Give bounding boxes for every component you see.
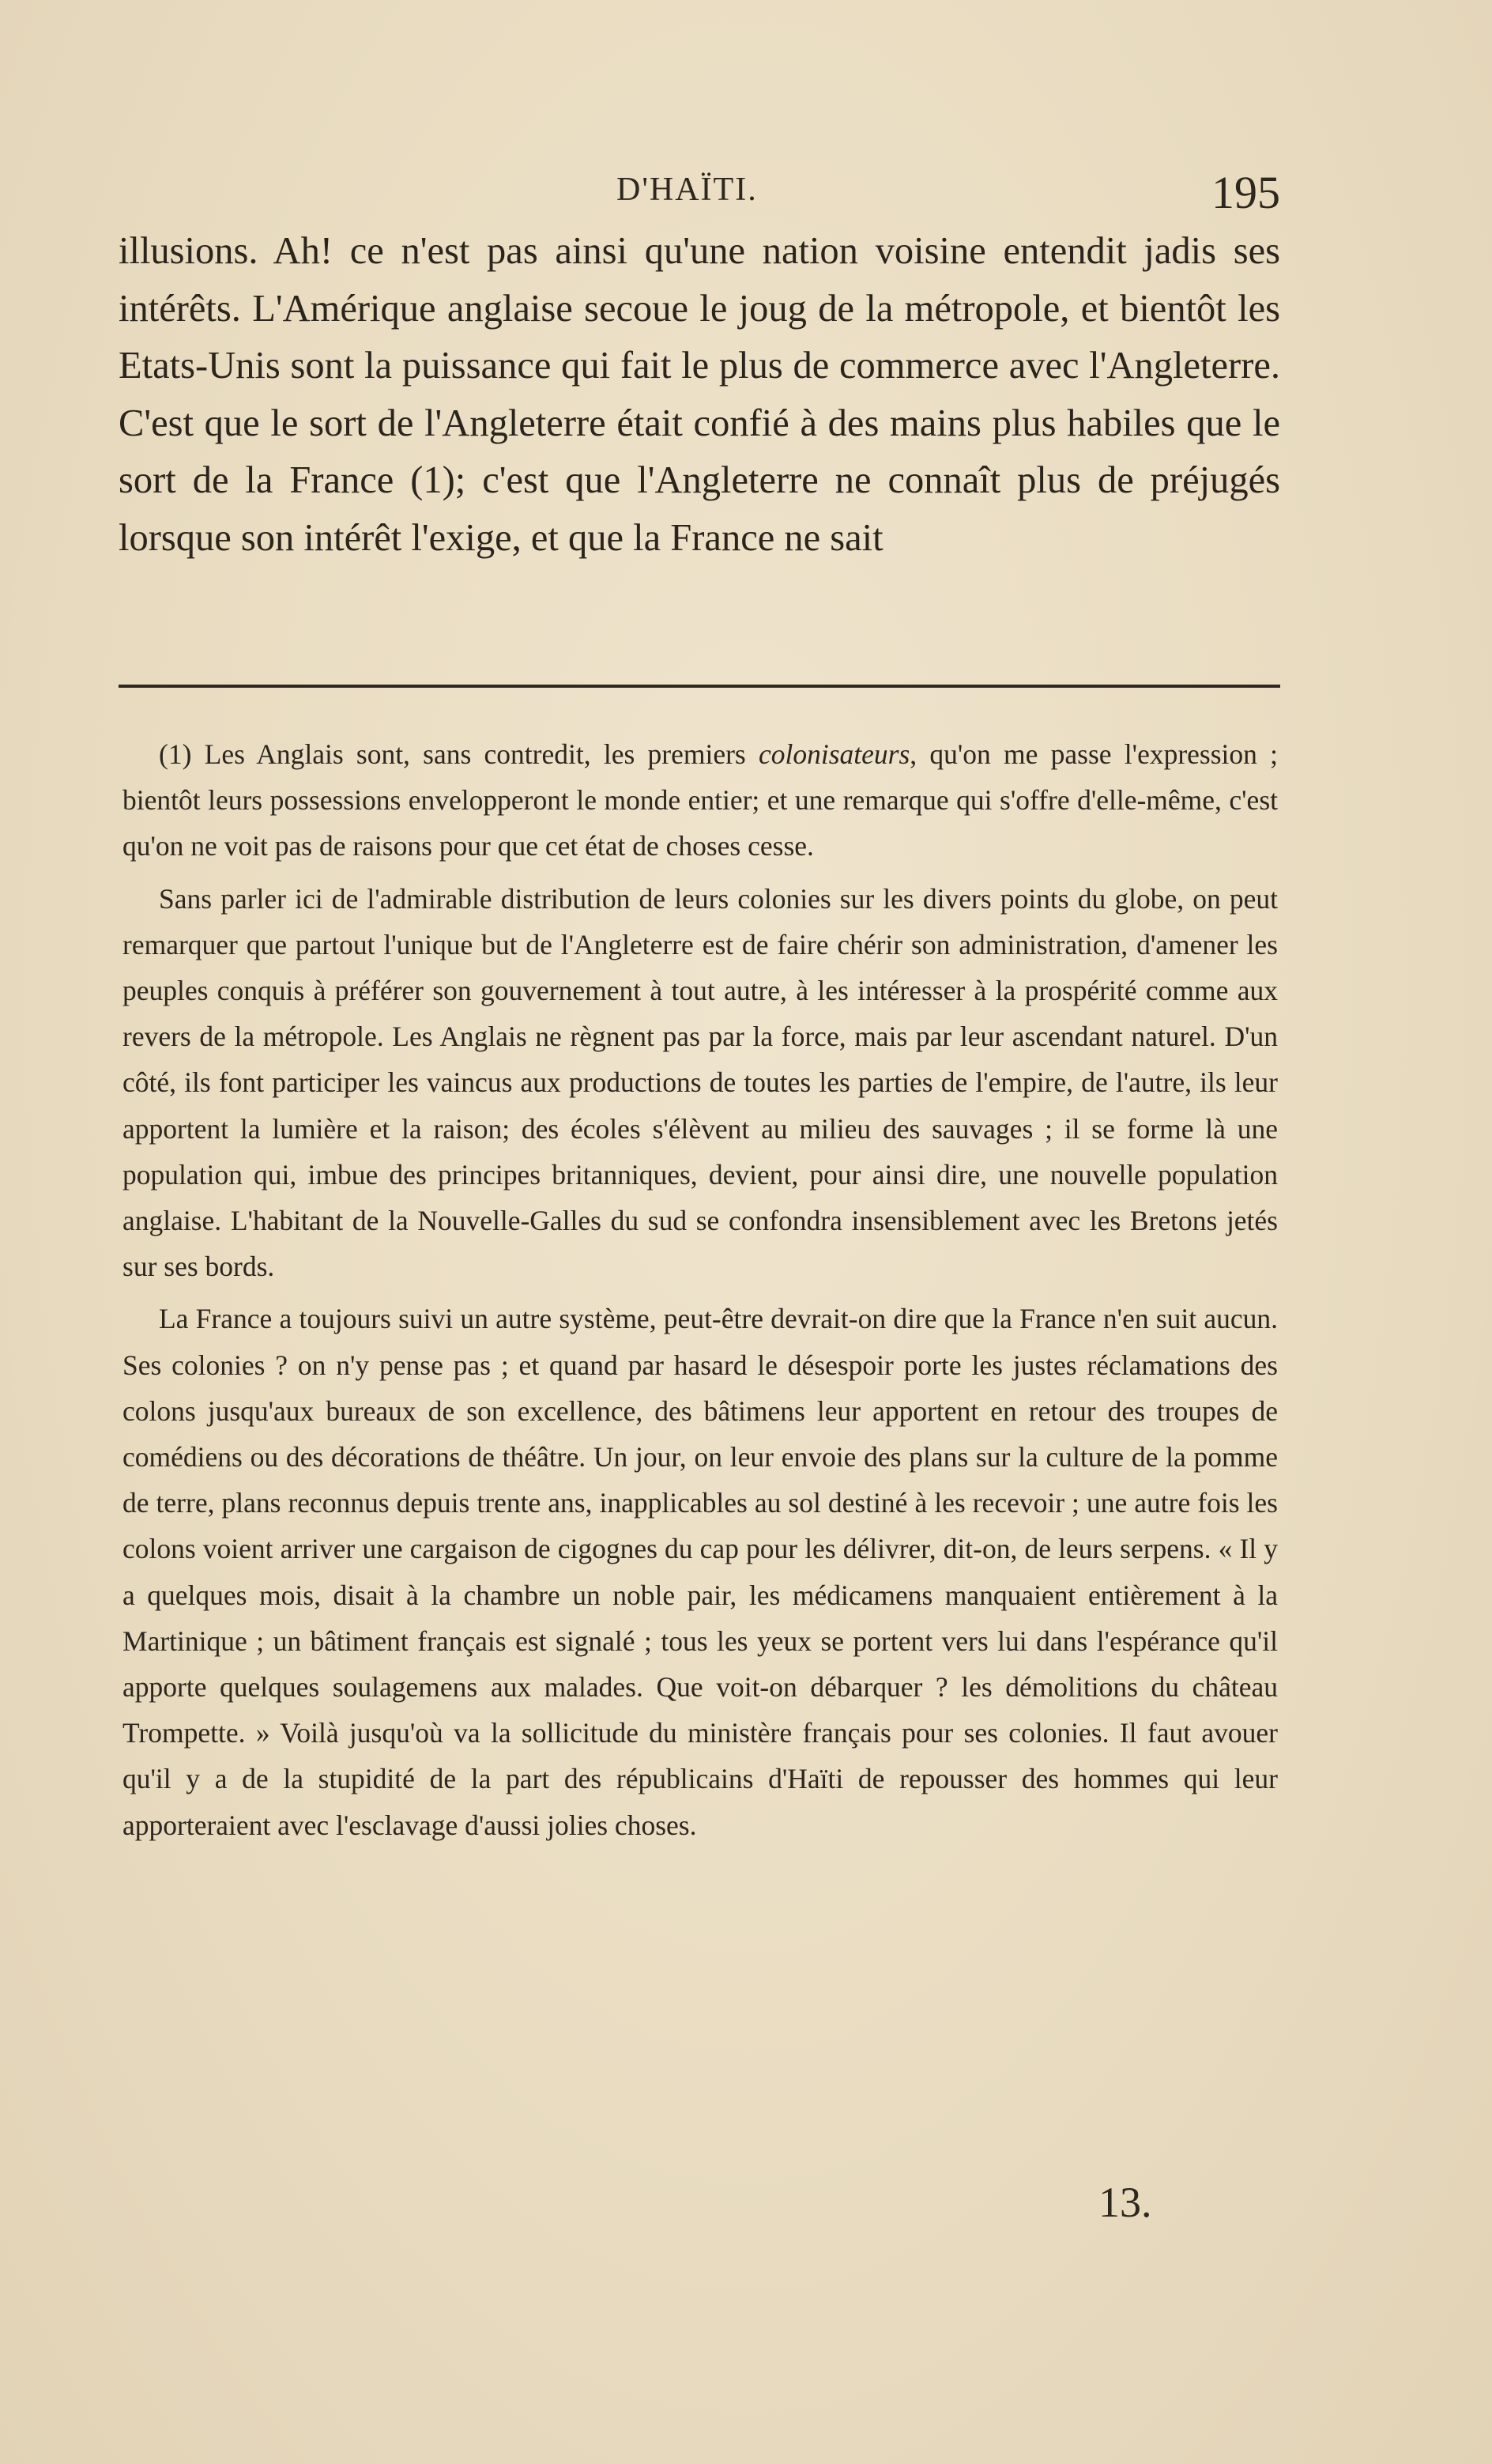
footnote bbox=[122, 731, 1278, 1848]
footnote-paragraph-2: Sans parler ici de l'admirable distribution de leurs colonies sur les divers points du globe, on peut remarquer que partout l'unique but de l'Angleterre est de faire chérir son administration, d'amener les peuples conquis à préférer son gouvernement à tout autre, à les intéresser à la prospérité comme aux revers de la métropole. Les Anglais ne règnent pas par la force, mais par leur ascendant naturel. D'un côté, ils font participer les vaincus aux productions de toutes les parties de l'empire, de l'autre, ils leur apportent la lumière et la raison; des écoles s'élèvent au milieu des sauvages ; il se forme là une population qui, imbue des principes britanniques, devient, pour ainsi dire, une nouvelle population anglaise. L'habitant de la Nouvelle-Galles du sud se confondra insensiblement avec les Bretons jetés sur ses bords. bbox=[122, 882, 1278, 1283]
main-paragraph: illusions. Ah! ce n'est pas ainsi qu'une nation voisine entendit jadis ses intérêts. L'Amérique anglaise secoue le joug de la métropole, et bientôt les Etats-Unis sont la puissance qui fait le plus de commerce avec l'Angleterre. C'est que le sort de l'Angleterre était confié à des mains plus habiles que le sort de la France (1); c'est que l'Angleterre ne connaît plus de préjugés lorsque son intérêt l'exige, et que la France ne sait bbox=[119, 230, 1280, 559]
footnote-italic-term: colonisateurs bbox=[758, 738, 910, 770]
running-head: D'HAÏTI. bbox=[616, 172, 758, 208]
footnote-paragraph-3: La France a toujours suivi un autre système, peut-être devrait-on dire que la France n'en suit aucun. Ses colonies ? on n'y pense pas ; et quand par hasard le désespoir porte les justes réclamations des colons jusqu'aux bureaux de son excellence, des bâtimens leur apportent en retour des troupes de comédiens ou des décorations de théâtre. Un jour, on leur envoie des plans sur la culture de la pomme de terre, plans reconnus depuis trente ans, inapplicables au sol destiné à les recevoir ; une autre fois les colons voient arriver une cargaison de cigognes du cap pour les délivrer, dit-on, de leurs serpens. « Il y a quelques mois, disait à la chambre un noble pair, les médicamens manquaient entièrement à la Martinique ; un bâtiment français est signalé ; tous les yeux se portent vers lui dans l'espérance qu'il apporte quelques soulagemens aux malades. Que voit-on débarquer ? les démolitions du château Trompette. » Voilà jusqu'où va la sollicitude du ministère français pour ses colonies. Il faut avouer qu'il y a de la stupidité de la part des républicains d'Haïti de repousser des hommes qui leur apporteraient avec l'esclavage d'aussi jolies choses. bbox=[122, 1303, 1278, 1841]
printer-signature-mark: 13. bbox=[1098, 2179, 1152, 2226]
page-number: 195 bbox=[1211, 167, 1280, 218]
footnote-separator-rule bbox=[119, 685, 1280, 688]
footnote-paragraph-1 bbox=[122, 731, 1278, 870]
footnote-marker: (1) bbox=[159, 738, 192, 770]
footnote-text-1b: , qu'on me passe l'expression ; bientôt leurs possessions envelopperont le monde entier; et une remarque qui s'offre d'elle-même, c'est qu'on ne voit pas de raisons pour que cet état de choses cesse. bbox=[122, 738, 1279, 862]
page-header bbox=[119, 166, 1280, 221]
footnote-text-1a: Les Anglais sont, sans contredit, les premiers bbox=[204, 738, 759, 770]
main-text bbox=[119, 223, 1280, 567]
